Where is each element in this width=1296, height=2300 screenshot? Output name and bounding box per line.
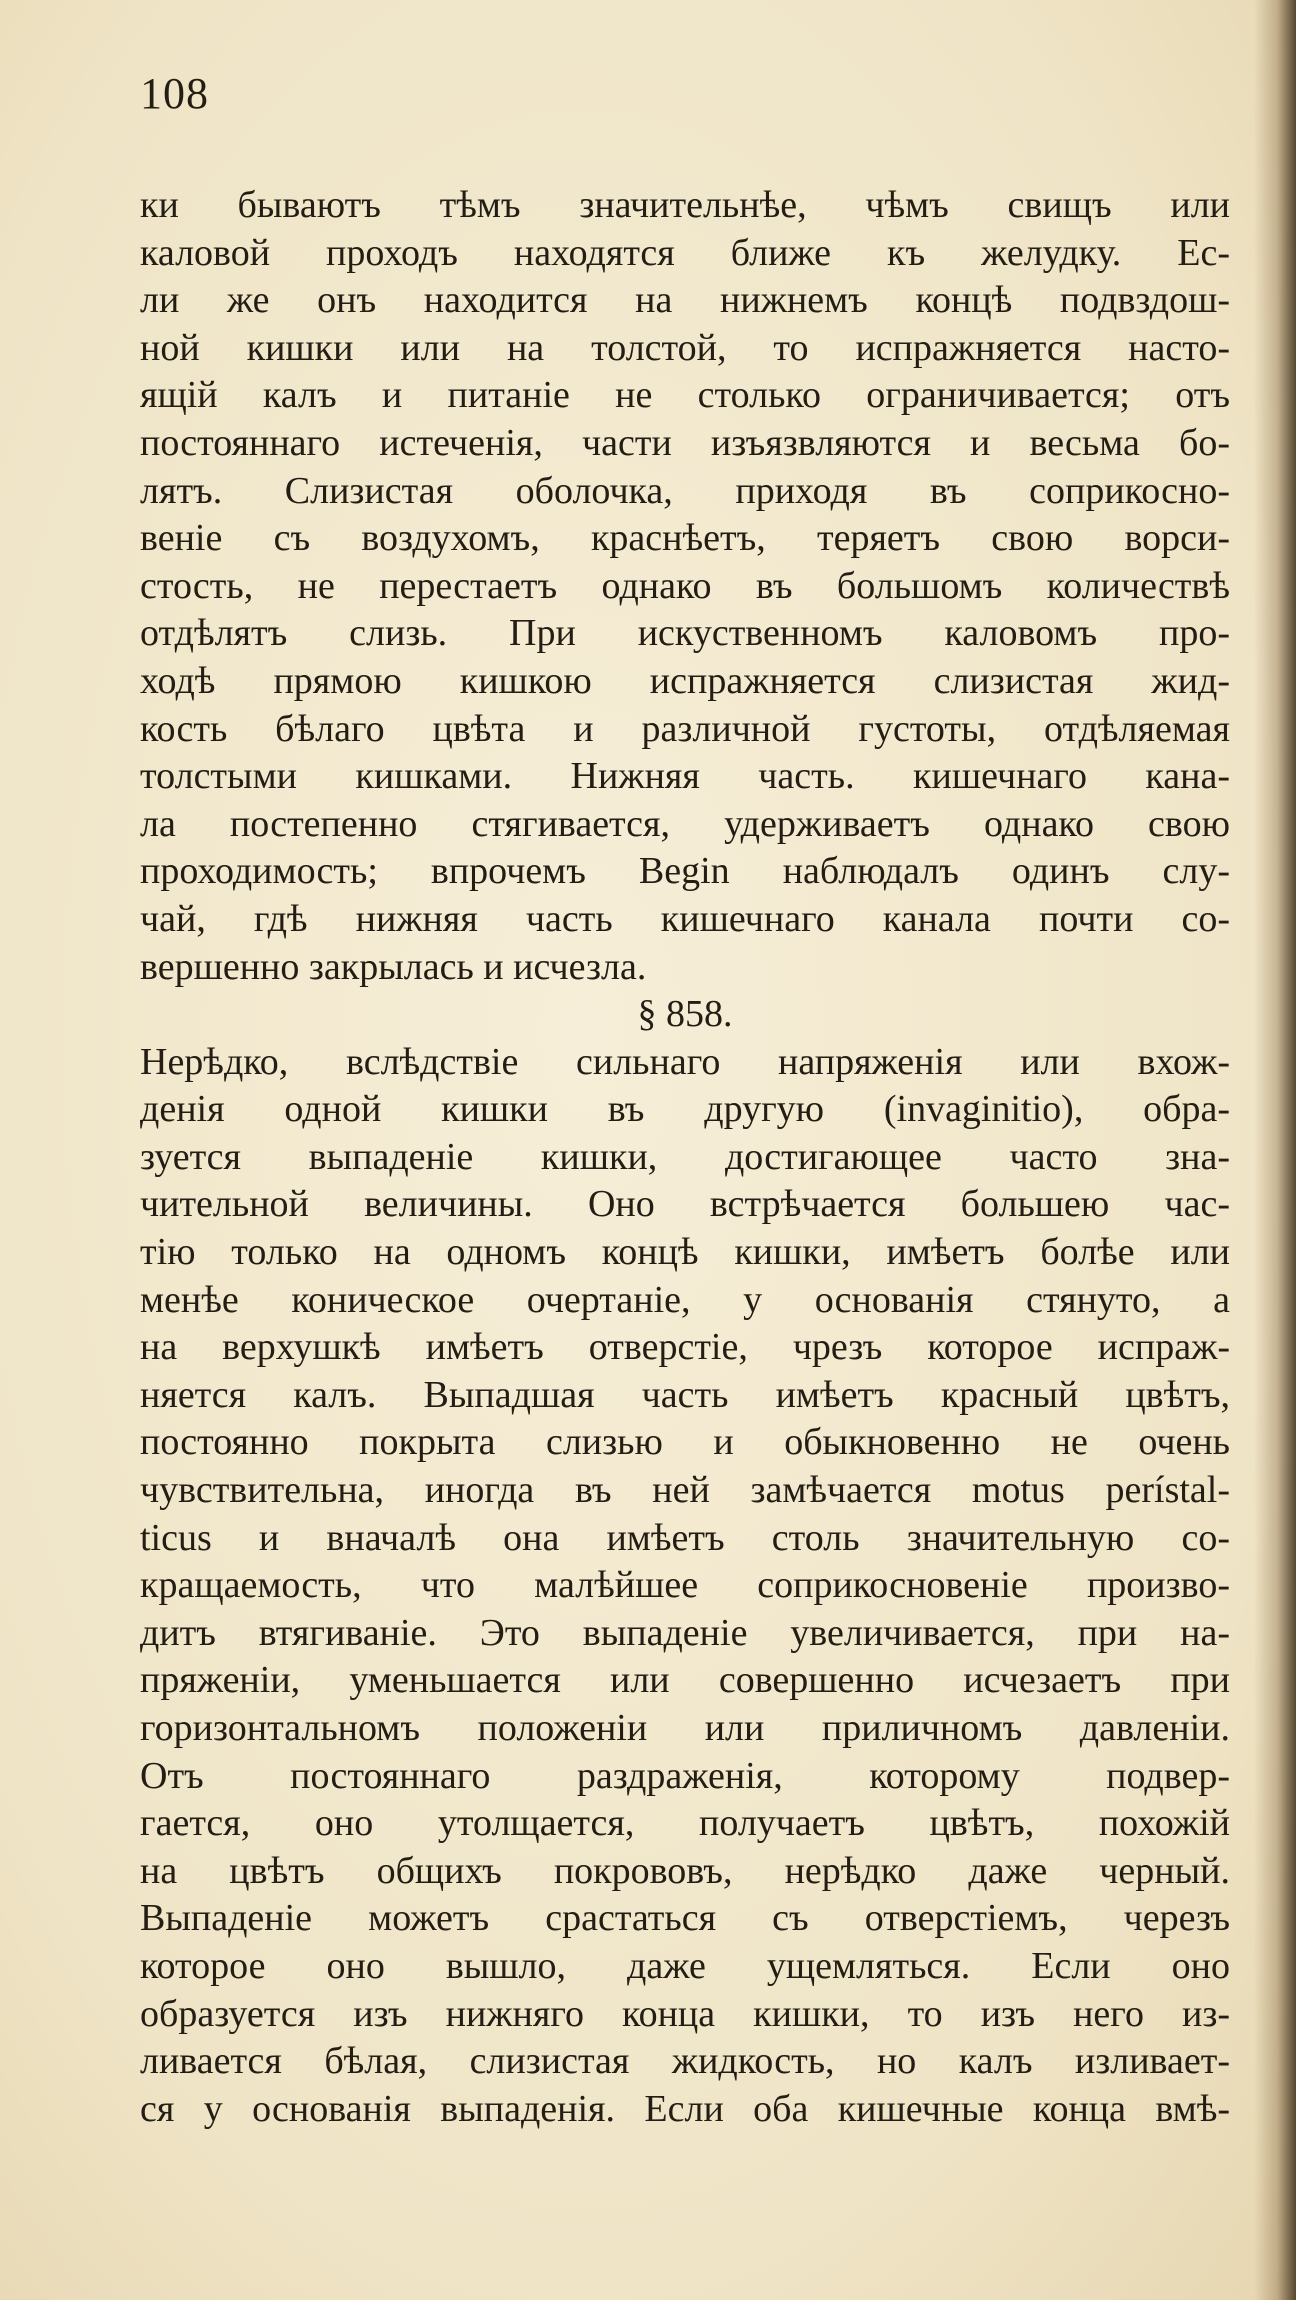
text-line: на цвѣтъ общихъ покрововъ, нерѣдко даже черный. bbox=[140, 1849, 1230, 1892]
text-line: ной кишки или на толстой, то испражняется насто- bbox=[140, 326, 1230, 369]
text-line: веніе съ воздухомъ, краснѣетъ, теряетъ свою ворси- bbox=[140, 517, 1230, 560]
text-line: зуется выпаденіе кишки, достигающее часто зна- bbox=[140, 1135, 1230, 1178]
text-line: постояннаго истеченія, части изъязвляются и весьма бо- bbox=[140, 421, 1230, 464]
text-line: стость, не перестаетъ однако въ большомъ количествѣ bbox=[140, 564, 1230, 607]
text-line: денія одной кишки въ другую (invaginitio), обра- bbox=[140, 1088, 1230, 1131]
text-line: ки бываютъ тѣмъ значительнѣе, чѣмъ свищъ или bbox=[140, 184, 1230, 226]
text-line: образуется изъ нижняго конца кишки, то изъ него из- bbox=[140, 1992, 1230, 2035]
text-line: чувствительна, иногда въ ней замѣчается motus perístal- bbox=[140, 1469, 1230, 1512]
section-heading: § 858. bbox=[637, 993, 733, 1036]
text-line: постоянно покрыта слизью и обыкновенно не очень bbox=[140, 1421, 1230, 1464]
page-number: 108 bbox=[140, 69, 209, 118]
body-text bbox=[140, 182, 1230, 2133]
text-line: проходимость; впрочемъ Begin наблюдалъ одинъ слу- bbox=[140, 850, 1230, 893]
text-line: ли же онъ находится на нижнемъ концѣ подвздош- bbox=[140, 279, 1230, 322]
text-line: ся у основанія выпаденія. Если оба кишечные конца вмѣ- bbox=[140, 2087, 1230, 2130]
text-line: ticus и вначалѣ она имѣетъ столь значительную со- bbox=[140, 1516, 1230, 1559]
page-edge-shadow bbox=[1254, 0, 1296, 2300]
text-line: лятъ. Слизистая оболочка, приходя въ соприкосно- bbox=[140, 469, 1230, 512]
text-line: горизонтальномъ положеніи или приличномъ давленіи. bbox=[140, 1707, 1230, 1749]
text-line: ящій калъ и питаніе не столько ограничивается; отъ bbox=[140, 374, 1230, 417]
text-line: Выпаденіе можетъ срастаться съ отверстіемъ, черезъ bbox=[140, 1897, 1230, 1940]
text-line: Нерѣдко, вслѣдствіе сильнаго напряженія или вхож- bbox=[140, 1040, 1230, 1083]
text-line: чай, гдѣ нижняя часть кишечнаго канала почти со- bbox=[140, 897, 1230, 940]
text-line: ла постепенно стягивается, удерживаетъ однако свою bbox=[140, 802, 1230, 845]
text-line: которое оно вышло, даже ущемляться. Если оно bbox=[140, 1944, 1230, 1987]
text-line: пряженіи, уменьшается или совершенно исчезаетъ при bbox=[140, 1659, 1230, 1702]
text-line: на верхушкѣ имѣетъ отверстіе, чрезъ которое испраж- bbox=[140, 1326, 1230, 1369]
text-line: толстыми кишками. Нижняя часть. кишечнаго кана- bbox=[140, 755, 1230, 798]
text-line: Отъ постояннаго раздраженія, которому подвер- bbox=[140, 1754, 1230, 1797]
text-line: кращаемость, что малѣйшее соприкосновеніе произво- bbox=[140, 1564, 1230, 1607]
text-line: отдѣлятъ слизь. При искуственномъ каловомъ про- bbox=[140, 612, 1230, 655]
text-line: ливается бѣлая, слизистая жидкость, но калъ изливает- bbox=[140, 2040, 1230, 2083]
text-line: ходѣ прямою кишкою испражняется слизистая жид- bbox=[140, 659, 1230, 702]
text-line: тію только на одномъ концѣ кишки, имѣетъ болѣе или bbox=[140, 1231, 1230, 1274]
text-line: гается, оно утолщается, получаетъ цвѣтъ, похожій bbox=[140, 1802, 1230, 1845]
text-line: няется калъ. Выпадшая часть имѣетъ красный цвѣтъ, bbox=[140, 1373, 1230, 1416]
text-line: дитъ втягиваніе. Это выпаденіе увеличивается, при на- bbox=[140, 1611, 1230, 1654]
text-line: чительной величины. Оно встрѣчается большею час- bbox=[140, 1183, 1230, 1226]
text-line: вершенно закрылась и исчезла. bbox=[140, 945, 647, 988]
text-line: менѣе коническое очертаніе, у основанія стянуто, а bbox=[140, 1278, 1230, 1321]
text-line: каловой проходъ находятся ближе къ желудку. Ес- bbox=[140, 231, 1230, 274]
text-line: кость бѣлаго цвѣта и различной густоты, отдѣляемая bbox=[140, 707, 1230, 750]
